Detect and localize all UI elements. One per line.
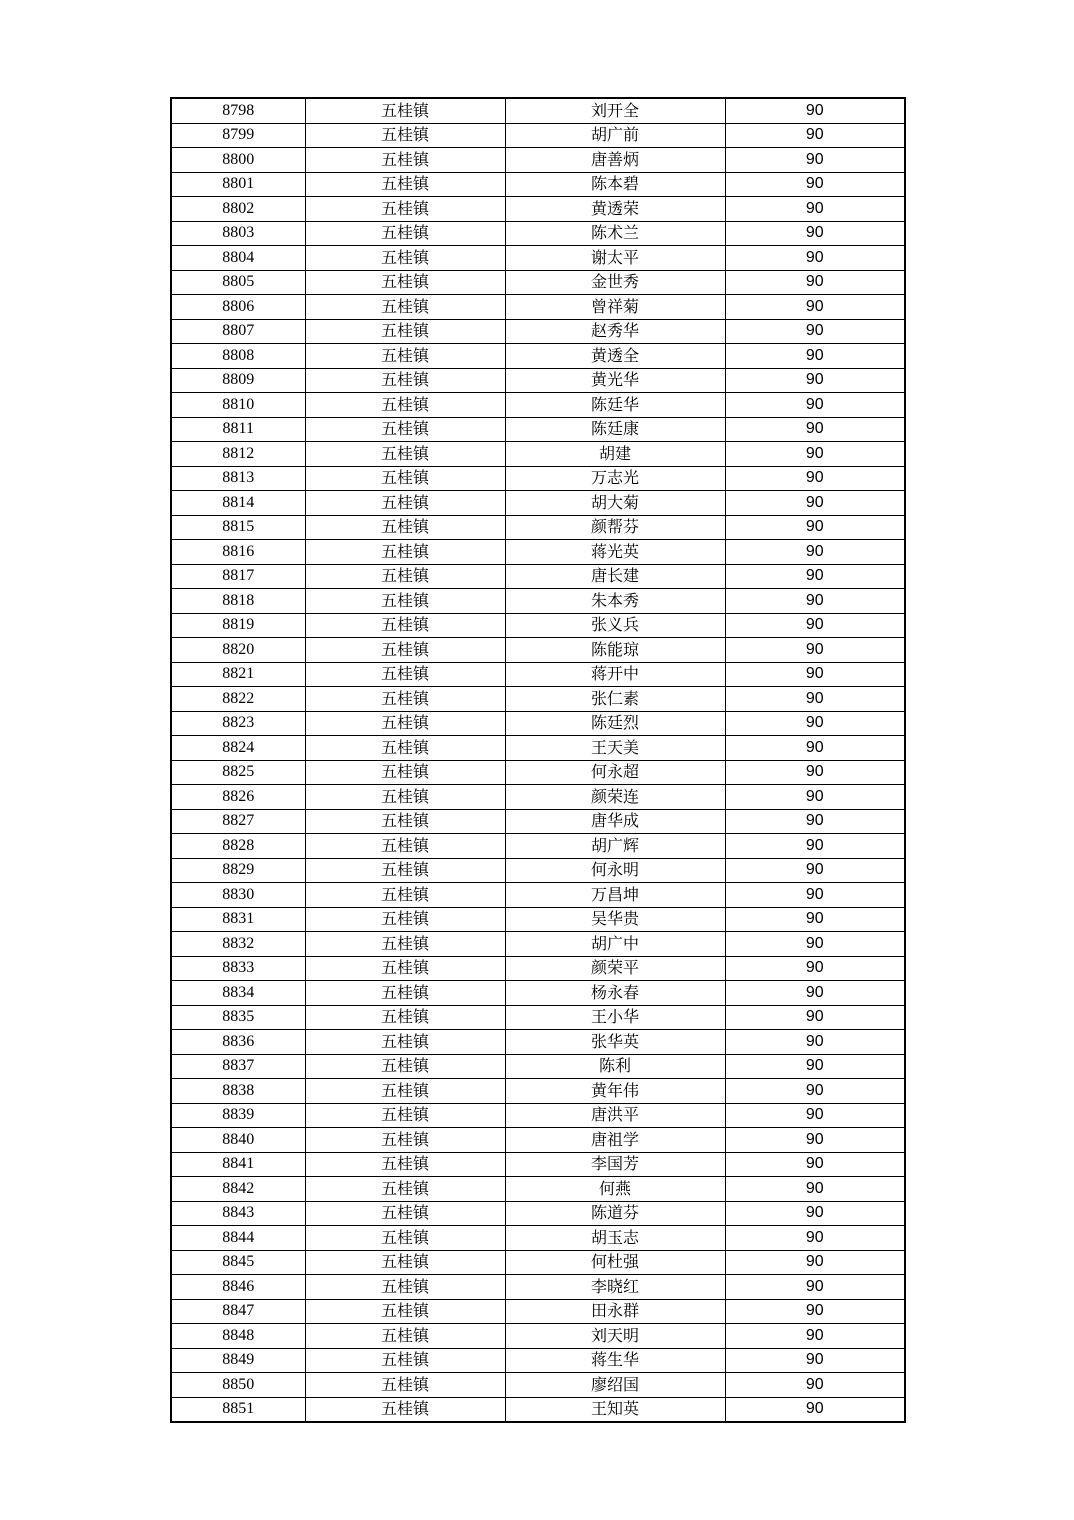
- score-cell: 90: [725, 1275, 905, 1300]
- person-name-cell: 蒋开中: [505, 662, 725, 687]
- person-name-cell: 何永超: [505, 760, 725, 785]
- score-cell: 90: [725, 540, 905, 565]
- row-number-cell: 8822: [171, 687, 305, 712]
- person-name-cell: 廖绍国: [505, 1373, 725, 1398]
- row-number-cell: 8842: [171, 1177, 305, 1202]
- row-number-cell: 8809: [171, 368, 305, 393]
- row-number-cell: 8832: [171, 932, 305, 957]
- score-cell: 90: [725, 858, 905, 883]
- row-number-cell: 8824: [171, 736, 305, 761]
- score-cell: 90: [725, 613, 905, 638]
- table-row: [171, 1103, 905, 1128]
- person-name-cell: 陈本碧: [505, 172, 725, 197]
- row-number-cell: 8829: [171, 858, 305, 883]
- town-cell: 五桂镇: [305, 1128, 505, 1153]
- score-cell: 90: [725, 221, 905, 246]
- score-cell: 90: [725, 1348, 905, 1373]
- row-number-cell: 8817: [171, 564, 305, 589]
- town-cell: 五桂镇: [305, 662, 505, 687]
- town-cell: 五桂镇: [305, 295, 505, 320]
- town-cell: 五桂镇: [305, 466, 505, 491]
- town-cell: 五桂镇: [305, 956, 505, 981]
- town-cell: 五桂镇: [305, 1324, 505, 1349]
- score-cell: 90: [725, 246, 905, 271]
- town-cell: 五桂镇: [305, 1177, 505, 1202]
- person-name-cell: 颜帮芬: [505, 515, 725, 540]
- row-number-cell: 8827: [171, 809, 305, 834]
- row-number-cell: 8834: [171, 981, 305, 1006]
- table-row: [171, 442, 905, 467]
- town-cell: 五桂镇: [305, 834, 505, 859]
- score-cell: 90: [725, 785, 905, 810]
- person-name-cell: 黄透全: [505, 344, 725, 369]
- score-cell: 90: [725, 393, 905, 418]
- row-number-cell: 8840: [171, 1128, 305, 1153]
- person-name-cell: 何燕: [505, 1177, 725, 1202]
- score-cell: 90: [725, 662, 905, 687]
- table-row: [171, 638, 905, 663]
- person-name-cell: 万昌坤: [505, 883, 725, 908]
- table-row: [171, 1397, 905, 1422]
- table-row: [171, 564, 905, 589]
- score-cell: 90: [725, 834, 905, 859]
- town-cell: 五桂镇: [305, 711, 505, 736]
- person-name-cell: 田永群: [505, 1299, 725, 1324]
- person-name-cell: 刘开全: [505, 98, 725, 123]
- town-cell: 五桂镇: [305, 393, 505, 418]
- person-name-cell: 王知英: [505, 1397, 725, 1422]
- row-number-cell: 8811: [171, 417, 305, 442]
- row-number-cell: 8825: [171, 760, 305, 785]
- town-cell: 五桂镇: [305, 687, 505, 712]
- row-number-cell: 8802: [171, 197, 305, 222]
- town-cell: 五桂镇: [305, 1226, 505, 1251]
- person-name-cell: 吴华贵: [505, 907, 725, 932]
- score-cell: 90: [725, 442, 905, 467]
- person-name-cell: 王天美: [505, 736, 725, 761]
- town-cell: 五桂镇: [305, 1348, 505, 1373]
- town-cell: 五桂镇: [305, 270, 505, 295]
- table-row: [171, 393, 905, 418]
- score-cell: 90: [725, 98, 905, 123]
- table-row: [171, 246, 905, 271]
- table-row: [171, 1128, 905, 1153]
- score-cell: 90: [725, 270, 905, 295]
- table-row: [171, 809, 905, 834]
- score-cell: 90: [725, 295, 905, 320]
- table-row: [171, 1348, 905, 1373]
- town-cell: 五桂镇: [305, 1079, 505, 1104]
- person-name-cell: 黄年伟: [505, 1079, 725, 1104]
- person-name-cell: 陈术兰: [505, 221, 725, 246]
- table-row: [171, 270, 905, 295]
- person-name-cell: 陈道芬: [505, 1201, 725, 1226]
- town-cell: 五桂镇: [305, 883, 505, 908]
- person-name-cell: 张义兵: [505, 613, 725, 638]
- row-number-cell: 8828: [171, 834, 305, 859]
- table-row: [171, 1226, 905, 1251]
- town-cell: 五桂镇: [305, 417, 505, 442]
- town-cell: 五桂镇: [305, 1275, 505, 1300]
- person-name-cell: 唐洪平: [505, 1103, 725, 1128]
- town-cell: 五桂镇: [305, 442, 505, 467]
- table-row: [171, 1250, 905, 1275]
- score-cell: 90: [725, 687, 905, 712]
- town-cell: 五桂镇: [305, 1299, 505, 1324]
- table-row: [171, 711, 905, 736]
- score-cell: 90: [725, 589, 905, 614]
- person-name-cell: 刘天明: [505, 1324, 725, 1349]
- town-cell: 五桂镇: [305, 1373, 505, 1398]
- person-name-cell: 陈能琼: [505, 638, 725, 663]
- score-cell: 90: [725, 1397, 905, 1422]
- score-cell: 90: [725, 197, 905, 222]
- score-cell: 90: [725, 1373, 905, 1398]
- person-name-cell: 唐长建: [505, 564, 725, 589]
- town-cell: 五桂镇: [305, 540, 505, 565]
- person-name-cell: 赵秀华: [505, 319, 725, 344]
- table-row: [171, 98, 905, 123]
- town-cell: 五桂镇: [305, 932, 505, 957]
- town-cell: 五桂镇: [305, 1250, 505, 1275]
- table-row: [171, 148, 905, 173]
- town-cell: 五桂镇: [305, 246, 505, 271]
- town-cell: 五桂镇: [305, 148, 505, 173]
- person-name-cell: 胡建: [505, 442, 725, 467]
- table-row: [171, 344, 905, 369]
- table-row: [171, 1275, 905, 1300]
- table-row: [171, 197, 905, 222]
- table-row: [171, 172, 905, 197]
- row-number-cell: 8833: [171, 956, 305, 981]
- town-cell: 五桂镇: [305, 858, 505, 883]
- table-row: [171, 834, 905, 859]
- score-cell: 90: [725, 932, 905, 957]
- person-name-cell: 李晓红: [505, 1275, 725, 1300]
- row-number-cell: 8818: [171, 589, 305, 614]
- score-cell: 90: [725, 883, 905, 908]
- score-cell: 90: [725, 319, 905, 344]
- town-cell: 五桂镇: [305, 907, 505, 932]
- person-name-cell: 万志光: [505, 466, 725, 491]
- row-number-cell: 8819: [171, 613, 305, 638]
- town-cell: 五桂镇: [305, 197, 505, 222]
- score-cell: 90: [725, 466, 905, 491]
- person-name-cell: 张华英: [505, 1030, 725, 1055]
- person-name-cell: 王小华: [505, 1005, 725, 1030]
- town-cell: 五桂镇: [305, 515, 505, 540]
- table-row: [171, 1152, 905, 1177]
- row-number-cell: 8798: [171, 98, 305, 123]
- row-number-cell: 8820: [171, 638, 305, 663]
- town-cell: 五桂镇: [305, 564, 505, 589]
- town-cell: 五桂镇: [305, 368, 505, 393]
- row-number-cell: 8849: [171, 1348, 305, 1373]
- table-row: [171, 736, 905, 761]
- town-cell: 五桂镇: [305, 1152, 505, 1177]
- row-number-cell: 8800: [171, 148, 305, 173]
- town-cell: 五桂镇: [305, 736, 505, 761]
- town-cell: 五桂镇: [305, 981, 505, 1006]
- person-name-cell: 何杜强: [505, 1250, 725, 1275]
- table-row: [171, 1054, 905, 1079]
- table-row: [171, 123, 905, 148]
- person-name-cell: 胡玉志: [505, 1226, 725, 1251]
- row-number-cell: 8799: [171, 123, 305, 148]
- person-name-cell: 陈廷康: [505, 417, 725, 442]
- score-cell: 90: [725, 417, 905, 442]
- town-cell: 五桂镇: [305, 98, 505, 123]
- score-cell: 90: [725, 515, 905, 540]
- row-number-cell: 8806: [171, 295, 305, 320]
- table-row: [171, 1299, 905, 1324]
- person-name-cell: 唐华成: [505, 809, 725, 834]
- table-row: [171, 613, 905, 638]
- table-row: [171, 1005, 905, 1030]
- score-cell: 90: [725, 1177, 905, 1202]
- score-cell: 90: [725, 736, 905, 761]
- table-row: [171, 515, 905, 540]
- person-name-cell: 蒋生华: [505, 1348, 725, 1373]
- person-name-cell: 胡广前: [505, 123, 725, 148]
- score-cell: 90: [725, 981, 905, 1006]
- row-number-cell: 8837: [171, 1054, 305, 1079]
- person-name-cell: 谢太平: [505, 246, 725, 271]
- person-name-cell: 唐善炳: [505, 148, 725, 173]
- row-number-cell: 8826: [171, 785, 305, 810]
- row-number-cell: 8838: [171, 1079, 305, 1104]
- table-row: [171, 883, 905, 908]
- score-cell: 90: [725, 1226, 905, 1251]
- person-name-cell: 黄光华: [505, 368, 725, 393]
- table-row: [171, 1201, 905, 1226]
- row-number-cell: 8821: [171, 662, 305, 687]
- score-cell: 90: [725, 809, 905, 834]
- town-cell: 五桂镇: [305, 1397, 505, 1422]
- table-row: [171, 491, 905, 516]
- table-row: [171, 540, 905, 565]
- row-number-cell: 8810: [171, 393, 305, 418]
- score-cell: 90: [725, 760, 905, 785]
- score-cell: 90: [725, 1054, 905, 1079]
- row-number-cell: 8836: [171, 1030, 305, 1055]
- person-name-cell: 陈廷烈: [505, 711, 725, 736]
- table-row: [171, 1079, 905, 1104]
- person-name-cell: 张仁素: [505, 687, 725, 712]
- row-number-cell: 8812: [171, 442, 305, 467]
- person-name-cell: 胡大菊: [505, 491, 725, 516]
- score-cell: 90: [725, 1324, 905, 1349]
- score-cell: 90: [725, 956, 905, 981]
- row-number-cell: 8831: [171, 907, 305, 932]
- table-row: [171, 319, 905, 344]
- town-cell: 五桂镇: [305, 123, 505, 148]
- person-name-cell: 曾祥菊: [505, 295, 725, 320]
- score-cell: 90: [725, 148, 905, 173]
- person-name-cell: 黄透荣: [505, 197, 725, 222]
- row-number-cell: 8805: [171, 270, 305, 295]
- row-number-cell: 8808: [171, 344, 305, 369]
- score-cell: 90: [725, 1128, 905, 1153]
- score-cell: 90: [725, 1005, 905, 1030]
- row-number-cell: 8807: [171, 319, 305, 344]
- score-cell: 90: [725, 907, 905, 932]
- town-cell: 五桂镇: [305, 491, 505, 516]
- table-row: [171, 466, 905, 491]
- score-cell: 90: [725, 368, 905, 393]
- row-number-cell: 8816: [171, 540, 305, 565]
- score-cell: 90: [725, 1152, 905, 1177]
- person-name-cell: 杨永春: [505, 981, 725, 1006]
- table-row: [171, 1373, 905, 1398]
- town-cell: 五桂镇: [305, 319, 505, 344]
- score-cell: 90: [725, 1250, 905, 1275]
- row-number-cell: 8846: [171, 1275, 305, 1300]
- town-cell: 五桂镇: [305, 1054, 505, 1079]
- score-cell: 90: [725, 344, 905, 369]
- town-cell: 五桂镇: [305, 1103, 505, 1128]
- table-row: [171, 1177, 905, 1202]
- town-cell: 五桂镇: [305, 613, 505, 638]
- person-name-cell: 金世秀: [505, 270, 725, 295]
- row-number-cell: 8814: [171, 491, 305, 516]
- table-row: [171, 1030, 905, 1055]
- table-row: [171, 907, 905, 932]
- town-cell: 五桂镇: [305, 1201, 505, 1226]
- person-name-cell: 何永明: [505, 858, 725, 883]
- row-number-cell: 8823: [171, 711, 305, 736]
- person-name-cell: 胡广辉: [505, 834, 725, 859]
- town-cell: 五桂镇: [305, 1005, 505, 1030]
- person-name-cell: 颜荣连: [505, 785, 725, 810]
- town-cell: 五桂镇: [305, 172, 505, 197]
- table-row: [171, 417, 905, 442]
- score-cell: 90: [725, 1030, 905, 1055]
- row-number-cell: 8848: [171, 1324, 305, 1349]
- row-number-cell: 8804: [171, 246, 305, 271]
- table-row: [171, 956, 905, 981]
- row-number-cell: 8851: [171, 1397, 305, 1422]
- table-row: [171, 687, 905, 712]
- score-cell: 90: [725, 1299, 905, 1324]
- person-name-cell: 朱本秀: [505, 589, 725, 614]
- person-name-cell: 陈利: [505, 1054, 725, 1079]
- town-cell: 五桂镇: [305, 589, 505, 614]
- table-row: [171, 662, 905, 687]
- person-name-cell: 胡广中: [505, 932, 725, 957]
- person-name-cell: 蒋光英: [505, 540, 725, 565]
- table-row: [171, 1324, 905, 1349]
- register-table-body: [171, 98, 905, 1422]
- table-row: [171, 981, 905, 1006]
- town-cell: 五桂镇: [305, 1030, 505, 1055]
- row-number-cell: 8843: [171, 1201, 305, 1226]
- table-row: [171, 221, 905, 246]
- row-number-cell: 8845: [171, 1250, 305, 1275]
- score-cell: 90: [725, 638, 905, 663]
- person-name-cell: 李国芳: [505, 1152, 725, 1177]
- score-cell: 90: [725, 1079, 905, 1104]
- person-name-cell: 唐祖学: [505, 1128, 725, 1153]
- row-number-cell: 8850: [171, 1373, 305, 1398]
- score-cell: 90: [725, 564, 905, 589]
- score-cell: 90: [725, 711, 905, 736]
- town-cell: 五桂镇: [305, 638, 505, 663]
- town-cell: 五桂镇: [305, 344, 505, 369]
- row-number-cell: 8839: [171, 1103, 305, 1128]
- row-number-cell: 8844: [171, 1226, 305, 1251]
- row-number-cell: 8803: [171, 221, 305, 246]
- town-cell: 五桂镇: [305, 809, 505, 834]
- score-cell: 90: [725, 1201, 905, 1226]
- row-number-cell: 8847: [171, 1299, 305, 1324]
- score-cell: 90: [725, 172, 905, 197]
- score-cell: 90: [725, 491, 905, 516]
- row-number-cell: 8830: [171, 883, 305, 908]
- row-number-cell: 8841: [171, 1152, 305, 1177]
- town-cell: 五桂镇: [305, 760, 505, 785]
- person-name-cell: 陈廷华: [505, 393, 725, 418]
- row-number-cell: 8813: [171, 466, 305, 491]
- table-row: [171, 368, 905, 393]
- town-cell: 五桂镇: [305, 221, 505, 246]
- table-row: [171, 932, 905, 957]
- table-row: [171, 858, 905, 883]
- score-cell: 90: [725, 123, 905, 148]
- town-cell: 五桂镇: [305, 785, 505, 810]
- row-number-cell: 8815: [171, 515, 305, 540]
- register-table: [170, 97, 906, 1423]
- row-number-cell: 8801: [171, 172, 305, 197]
- score-cell: 90: [725, 1103, 905, 1128]
- table-row: [171, 295, 905, 320]
- table-row: [171, 589, 905, 614]
- table-row: [171, 785, 905, 810]
- person-name-cell: 颜荣平: [505, 956, 725, 981]
- table-row: [171, 760, 905, 785]
- row-number-cell: 8835: [171, 1005, 305, 1030]
